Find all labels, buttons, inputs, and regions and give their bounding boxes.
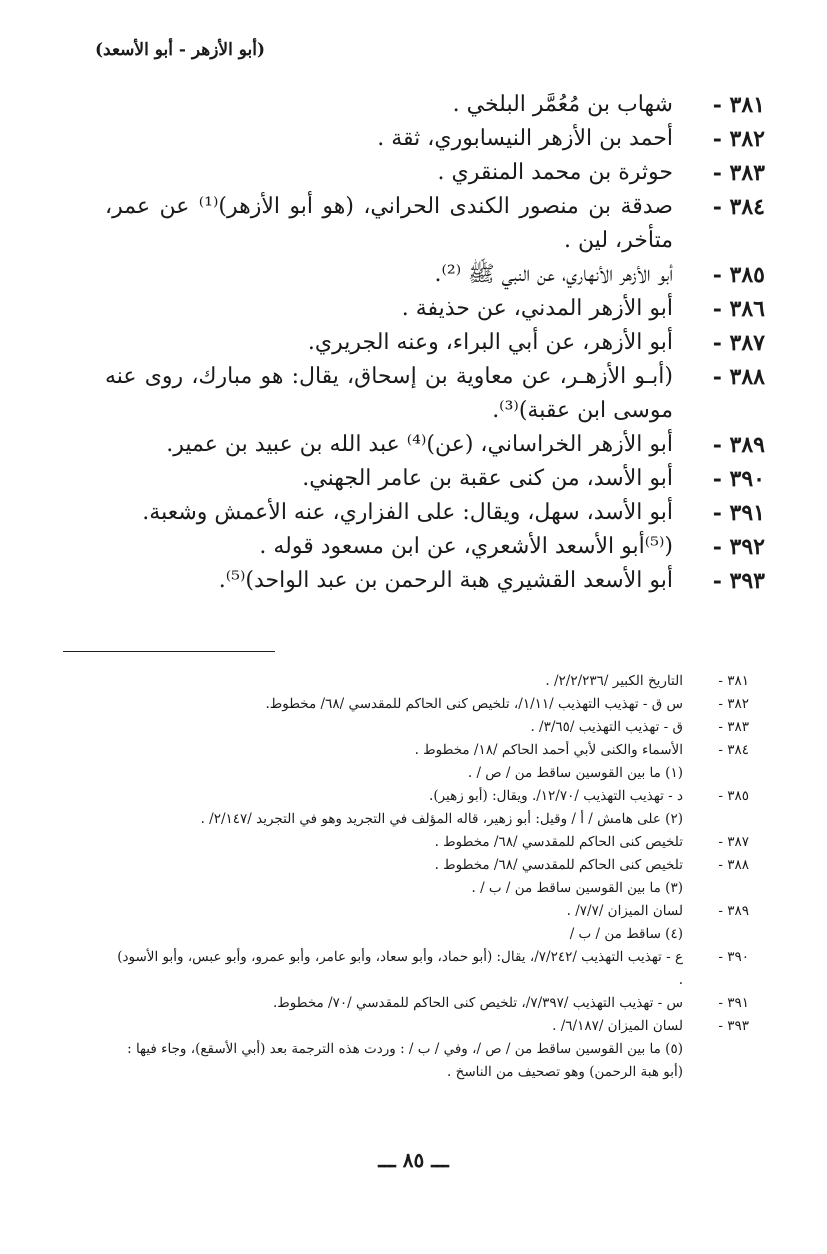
entry-text: أبو الأزهر الأنهاري، عن النبي ﷺ ⁽²⁾. — [434, 262, 673, 287]
footnote-text: تلخيص كنى الحاكم للمقدسي /٦٨/ مخطوط . — [434, 857, 683, 873]
entry-number: ٣٨١ - — [712, 92, 765, 118]
footnote-text: د - تهذيب التهذيب /١٢/٧٠/. ويقال: (أبو زهير). — [429, 788, 683, 804]
running-header-title: (أبو الأزهر - أبو الأسعد) — [95, 40, 266, 60]
entry-number: ٣٨٤ - — [712, 194, 765, 220]
footnote-remark — [109, 923, 749, 946]
entry-number: ٣٩٠ - — [712, 466, 765, 492]
footnote-text: س - تهذيب التهذيب /٧/٣٩٧/، تلخيص كنى الحاكم للمقدسي /٧٠/ مخطوط. — [273, 995, 683, 1011]
entry-number: ٣٩١ - — [712, 500, 765, 526]
footnote-row — [109, 854, 749, 877]
entry-text: أبو الأزهر، عن أبي البراء، وعنه الجريري. — [307, 330, 673, 355]
footnote-number: ٣٩١ - — [718, 995, 749, 1011]
entry-text: أبو الأسد، من كنى عقبة بن عامر الجهني. — [302, 466, 673, 491]
entry-text: (⁽⁵⁾أبو الأسعد الأشعري، عن ابن مسعود قوله . — [259, 534, 673, 559]
footnote-text: لسان الميزان /٦/١٨٧/ . — [552, 1018, 683, 1034]
entries-list — [105, 88, 765, 598]
entry-number: ٣٨٨ - — [712, 364, 765, 390]
entry-text: صدقة بن منصور الكندى الحراني، (هو أبو الأزهر)⁽¹⁾ عن عمر، متأخر، لين . — [105, 194, 673, 253]
footnote-number: ٣٨٩ - — [718, 903, 749, 919]
entry-text: أبو الأسد، سهل، ويقال: على الفزاري، عنه الأعمش وشعبة. — [142, 500, 673, 525]
entry-row — [105, 326, 765, 360]
footnote-number: ٣٩٣ - — [718, 1018, 749, 1034]
entry-text: أبو الأسعد القشيري هبة الرحمن بن عبد الواحد)⁽⁵⁾. — [218, 568, 673, 593]
footnote-text: تلخيص كنى الحاكم للمقدسي /٦٨/ مخطوط . — [434, 834, 683, 850]
footnote-row — [109, 992, 749, 1015]
footnote-row — [109, 946, 749, 992]
footnote-number: ٣٨٣ - — [718, 719, 749, 735]
footnote-number: ٣٨٤ - — [718, 742, 749, 758]
entry-text: شهاب بن مُعُمَّر البلخي . — [452, 92, 673, 117]
footnote-text: (١) ما بين القوسين ساقط من / ص / . — [467, 765, 683, 781]
footnote-row — [109, 1015, 749, 1038]
footnote-text: لسان الميزان /٧/٧/ . — [566, 903, 683, 919]
footnote-row — [109, 831, 749, 854]
footnote-number: ٣٩٠ - — [718, 949, 749, 965]
footnote-text: (٢) على هامش / أ / وقيل: أبو زهير، قاله المؤلف في التجريد وهو في التجريد /٢/١٤٧/ . — [200, 811, 683, 827]
entry-number: ٣٨٢ - — [712, 126, 765, 152]
entry-row — [105, 496, 765, 530]
entry-row — [105, 564, 765, 598]
entry-row — [105, 292, 765, 326]
entry-text: أبو الأزهر الخراساني، (عن)⁽⁴⁾ عبد الله بن عبيد بن عمير. — [166, 432, 673, 457]
entry-number: ٣٨٣ - — [712, 160, 765, 186]
entry-row — [105, 462, 765, 496]
footnote-row — [109, 900, 749, 923]
entry-text: أحمد بن الأزهر النيسابوري، ثقة . — [377, 126, 673, 151]
footnote-number: ٣٨٢ - — [718, 696, 749, 712]
footnote-separator — [63, 651, 275, 652]
entry-number: ٣٨٥ - — [712, 262, 765, 288]
footnote-text: ع - تهذيب التهذيب /٧/٢٤٢/، يقال: (أبو حماد، وأبو سعاد، وأبو عامر، وأبو عمرو، وأبو عبس، وأبو الأسود) . — [117, 949, 683, 988]
entry-row — [105, 428, 765, 462]
entry-row — [105, 156, 765, 190]
page-number: ـــ ٨٥ ـــ — [378, 1148, 449, 1172]
footnote-number: ٣٨٧ - — [718, 834, 749, 850]
entry-number: ٣٩٢ - — [712, 534, 765, 560]
footnote-text: (٥) ما بين القوسين ساقط من / ص /، وفي / ب / : وردت هذه الترجمة بعد (أبي الأسقع)، وجاء فيها : (أبو هبة الرحمن) وهو تصحيف من الناسخ . — [127, 1041, 683, 1080]
entry-row — [105, 530, 765, 564]
entry-row — [105, 360, 765, 428]
footnote-remark — [109, 808, 749, 831]
entry-number: ٣٨٩ - — [712, 432, 765, 458]
footnote-number: ٣٨٨ - — [718, 857, 749, 873]
footnote-text: س ق - تهذيب التهذيب /١/١١/، تلخيص كنى الحاكم للمقدسي /٦٨/ مخطوط. — [265, 696, 683, 712]
entry-row — [105, 258, 765, 292]
footnotes-list — [109, 670, 749, 1084]
footnote-number: ٣٨١ - — [718, 673, 749, 689]
footnote-text: (٣) ما بين القوسين ساقط من / ب / . — [471, 880, 683, 896]
footnote-text: الأسماء والكنى لأبي أحمد الحاكم /١٨/ مخطوط . — [414, 742, 683, 758]
footnote-remark — [109, 762, 749, 785]
entry-row — [105, 190, 765, 258]
footnote-row — [109, 716, 749, 739]
footnote-number: ٣٨٥ - — [718, 788, 749, 804]
entry-text: حوثرة بن محمد المنقري . — [437, 160, 673, 185]
footnote-text: (٤) ساقط من / ب / — [569, 926, 683, 942]
entry-text: (أبـو الأزهـر، عن معاوية بن إسحاق، يقال: هو مبارك، روى عنه موسى ابن عقبة)⁽³⁾. — [105, 364, 673, 423]
entry-row — [105, 122, 765, 156]
footnote-row — [109, 739, 749, 762]
footnote-remark — [109, 1038, 749, 1084]
footnote-text: ق - تهذيب التهذيب /٣/٦٥/ . — [530, 719, 683, 735]
footnote-row — [109, 693, 749, 716]
entry-number: ٣٨٧ - — [712, 330, 765, 356]
footnote-row — [109, 670, 749, 693]
entry-number: ٣٨٦ - — [712, 296, 765, 322]
running-header — [95, 40, 715, 60]
entry-number: ٣٩٣ - — [712, 568, 765, 594]
footnote-text: التاريخ الكبير /٢/٢/٢٣٦/ . — [545, 673, 683, 689]
entry-text: أبو الأزهر المدني، عن حذيفة . — [401, 296, 673, 321]
footnote-remark — [109, 877, 749, 900]
entry-row — [105, 88, 765, 122]
footnote-row — [109, 785, 749, 808]
